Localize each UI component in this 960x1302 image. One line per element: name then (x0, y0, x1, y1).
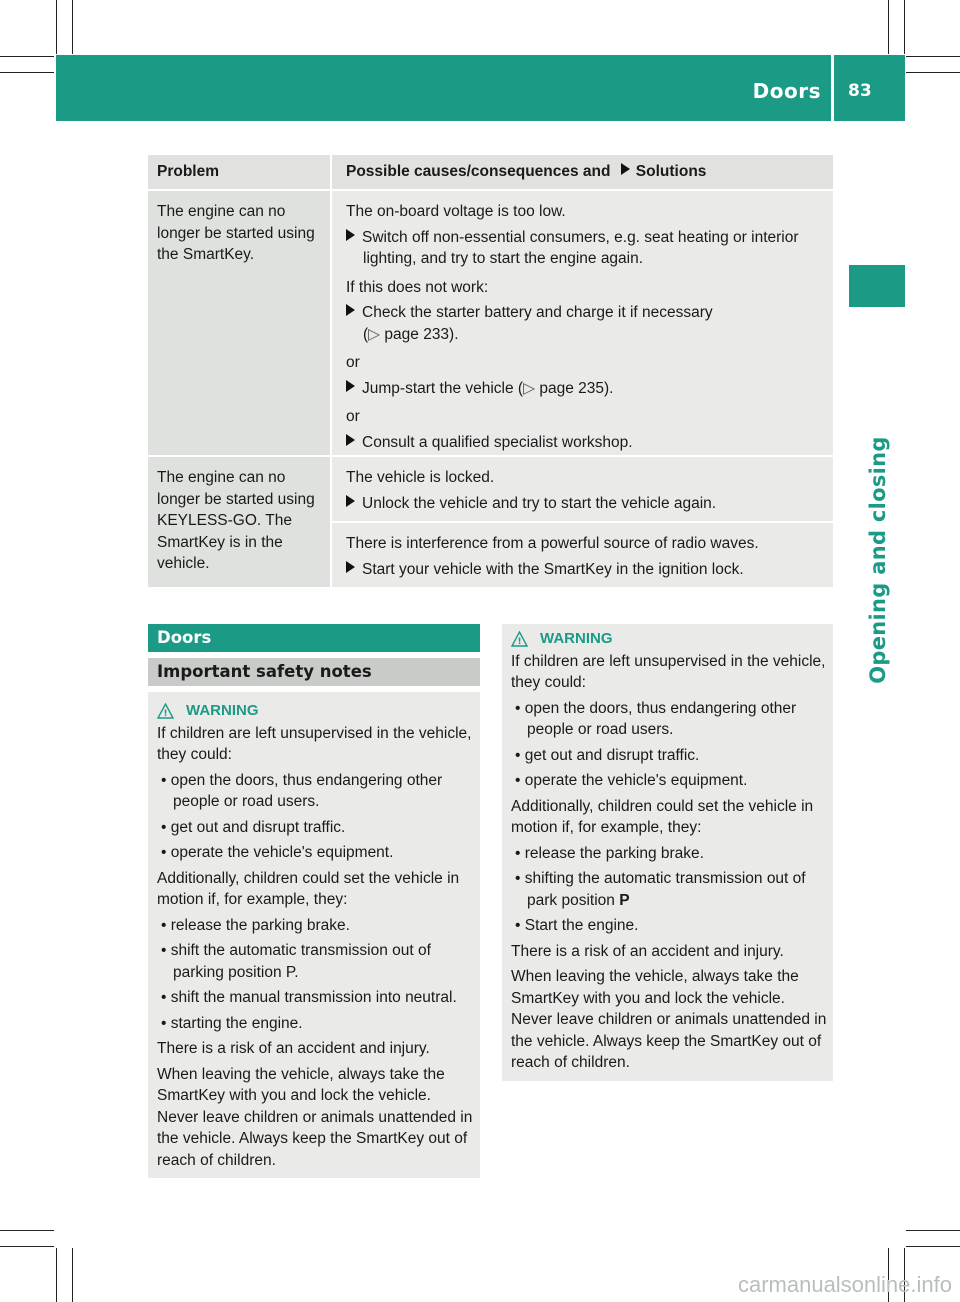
list-item: • open the doors, thus endangering other people or road users. (161, 771, 443, 810)
or-text: or (346, 354, 360, 371)
arrow-right-icon (621, 163, 630, 175)
list-item: • shift the automatic transmission out of parking position P. (161, 942, 431, 981)
warning-triangle-icon (511, 631, 528, 647)
arrow-right-icon (346, 495, 355, 507)
list-item: • starting the engine. (161, 1014, 303, 1032)
crop-mark (906, 1246, 960, 1247)
list-item: • get out and disrupt traffic. (515, 746, 700, 764)
list-item: • release the parking brake. (161, 916, 350, 934)
col-header-solutions-suffix: Solutions (635, 163, 707, 180)
watermark: carmanualsonline.info (737, 1272, 952, 1297)
crop-mark (904, 0, 905, 54)
list-item: • operate the vehicle's equipment. (161, 844, 394, 861)
crop-mark (888, 0, 889, 54)
crop-mark (0, 72, 54, 73)
problem-cell (148, 457, 330, 587)
crop-mark (72, 0, 73, 54)
solution-step: Consult a qualified specialist workshop. (346, 432, 829, 454)
arrow-right-icon (346, 304, 355, 316)
solution-cell (332, 191, 833, 455)
svg-text:!: ! (163, 708, 168, 719)
warning-title (511, 628, 827, 650)
warning-text: There is a risk of an accident and injury. (511, 942, 784, 960)
subsection-heading: Important safety notes (148, 658, 480, 686)
table-header-row (148, 155, 833, 189)
header-divider (831, 55, 834, 121)
warning-box (148, 692, 480, 1178)
solution-step: Jump-start the vehicle (▷ page 235). (346, 378, 829, 400)
right-column (502, 624, 833, 1081)
list-item: • Start the engine. (515, 917, 639, 934)
warning-text: There is a risk of an accident and injury. (157, 1040, 430, 1057)
warning-text: Additionally, children could set the vehicle in motion if, for example, they: (511, 797, 814, 836)
svg-text:!: ! (517, 636, 522, 647)
crop-mark (0, 56, 54, 57)
solution-cell (332, 523, 833, 587)
solution-cell-group (332, 457, 833, 587)
solution-step: Start your vehicle with the SmartKey in the ignition lock. (346, 559, 829, 581)
arrow-right-icon (346, 434, 355, 446)
arrow-right-icon (346, 380, 355, 392)
warning-intro: If children are left unsupervised in the vehicle, they could: (157, 724, 472, 763)
col-header-solutions-text: Possible causes/consequences and (346, 163, 611, 180)
warning-title (157, 700, 474, 722)
table-row (148, 457, 833, 587)
solution-step: Unlock the vehicle and try to start the vehicle again. (346, 493, 829, 515)
col-header-solutions (332, 155, 833, 189)
crop-mark (56, 0, 57, 54)
side-tab-label: Opening and closing (866, 436, 890, 684)
list-item: • operate the vehicle's equipment. (515, 772, 748, 789)
page-ref: page 233). (384, 325, 459, 343)
arrow-right-icon (346, 561, 355, 573)
warning-label: WARNING (186, 702, 259, 719)
warning-box (502, 624, 833, 1081)
crop-mark (0, 1230, 54, 1231)
page-number: 83 (848, 81, 872, 101)
problem-text: The engine can no longer be started using the SmartKey. (157, 203, 315, 263)
warning-intro: If children are left unsupervised in the vehicle, they could: (511, 652, 826, 691)
table-row (148, 191, 833, 455)
crop-mark (72, 1248, 73, 1302)
warning-triangle-icon (157, 703, 174, 719)
page-ref-icon: ▷ (368, 325, 381, 343)
or-text: or (346, 408, 360, 425)
cause-text: There is interference from a powerful source of radio waves. (346, 535, 759, 552)
header-title: Doors (752, 79, 821, 103)
warning-text: Additionally, children could set the vehicle in motion if, for example, they: (157, 869, 460, 908)
crop-mark (0, 1246, 54, 1247)
solution-step: Check the starter battery and charge it if necessary (▷ page 233). (346, 302, 829, 345)
cause-text: The vehicle is locked. (346, 469, 495, 486)
solution-cell (332, 457, 833, 521)
list-item: • release the parking brake. (515, 844, 704, 862)
section-heading: Doors (148, 624, 480, 652)
crop-mark (56, 1248, 57, 1302)
warning-text: When leaving the vehicle, always take the SmartKey with you and lock the vehicle. Never leave children or animals unattended in the vehicle. Always keep the SmartKey out of reach of children. (511, 968, 827, 1071)
park-position-label: P (619, 891, 630, 909)
crop-mark (906, 72, 960, 73)
crop-mark (906, 56, 960, 57)
problem-text: The engine can no longer be started using KEYLESS-GO. The SmartKey is in the vehicle. (157, 469, 315, 572)
page-header (56, 55, 905, 121)
cause-text: The on-board voltage is too low. (346, 203, 566, 220)
list-item: • open the doors, thus endangering other people or road users. (515, 699, 797, 738)
col-header-problem: Problem (148, 155, 330, 189)
crop-mark (906, 1230, 960, 1231)
problem-cell (148, 191, 330, 455)
warning-label: WARNING (540, 630, 613, 647)
side-tab-marker (849, 265, 905, 307)
troubleshooting-table (148, 155, 833, 587)
page-ref-icon: ▷ (523, 379, 536, 397)
list-item: • shifting the automatic transmission out of park position P (515, 870, 806, 909)
left-column (148, 624, 480, 1178)
list-item: • get out and disrupt traffic. (161, 818, 346, 836)
solution-step: Switch off non-essential consumers, e.g. seat heating or interior lighting, and try to start the engine again. (346, 227, 829, 270)
condition-text: If this does not work: (346, 278, 489, 296)
arrow-right-icon (346, 229, 355, 241)
page-ref: page 235). (539, 379, 614, 397)
warning-text: When leaving the vehicle, always take the SmartKey with you and lock the vehicle. Never leave children or animals unattended in the vehicle. Always keep the SmartKey out of reach of children. (157, 1065, 473, 1169)
list-item: • shift the manual transmission into neutral. (161, 989, 457, 1006)
